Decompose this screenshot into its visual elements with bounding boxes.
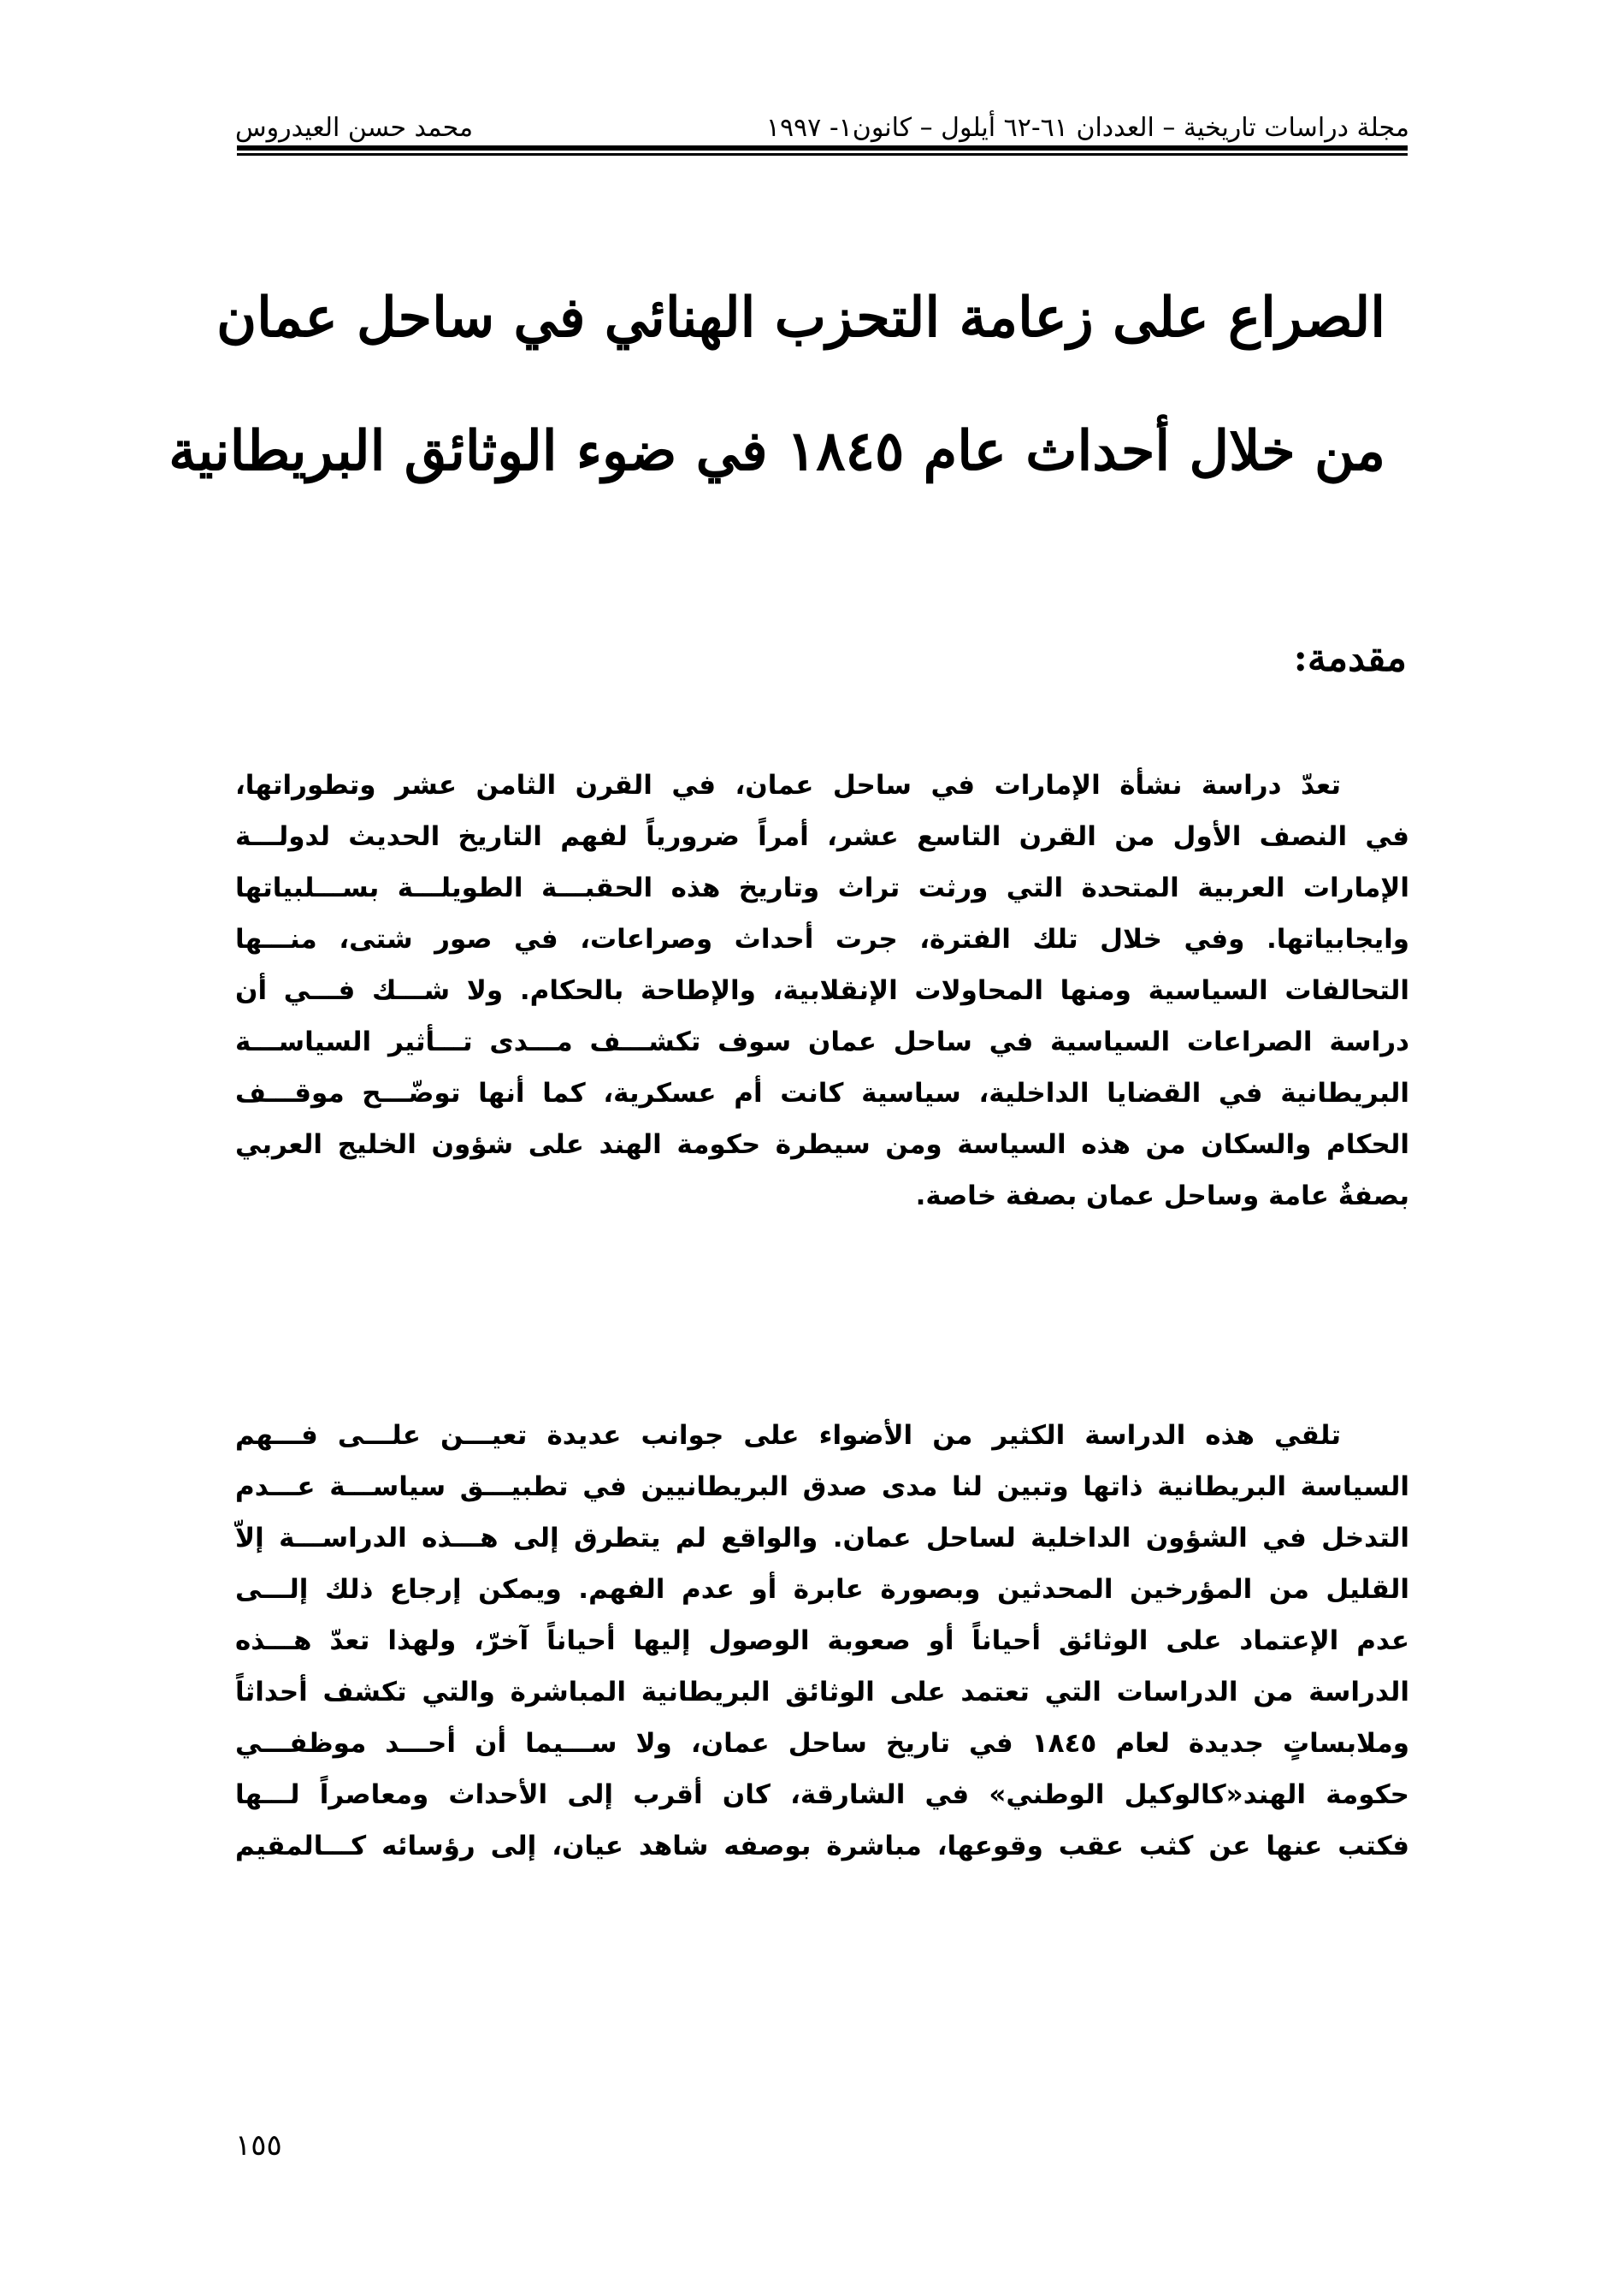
paragraph-line: في النصف الأول من القرن التاسع عشر، أمراً ضرورياً لفهم التاريخ الحديث لدولـــة	[235, 821, 1409, 852]
paragraph-line: البريطانية في القضايا الداخلية، سياسية كانت أم عسكرية، كما أنها توضّـــح موقـــف	[235, 1078, 1409, 1109]
author-name: محمد حسن العيدروس	[235, 113, 474, 143]
paragraph-line: حكومة الهند«كالوكيل الوطني» في الشارقة، كان أقرب إلى الأحداث ومعاصراً لـــها	[235, 1779, 1409, 1810]
paragraph-line: التدخل في الشؤون الداخلية لساحل عمان. والواقع لم يتطرق إلى هـــذه الدراســـة إلاّ	[235, 1523, 1409, 1553]
paragraph-line: القليل من المؤرخين المحدثين وبصورة عابرة أو عدم الفهم. ويمكن إرجاع ذلك إلـــى	[235, 1574, 1409, 1605]
paragraph-line: تعدّ دراسة نشأة الإمارات في ساحل عمان، في القرن الثامن عشر وتطوراتها،	[235, 770, 1341, 801]
header-rule-thin	[237, 153, 1408, 156]
paragraph-1	[235, 760, 1409, 1222]
section-heading-introduction: مقدمة:	[1293, 636, 1407, 680]
paragraph-line: عدم الإعتماد على الوثائق أحياناً أو صعوبة الوصول إليها أحياناً آخرّ، ولهذا تعدّ هـــذه	[235, 1625, 1409, 1656]
paragraph-line: السياسة البريطانية ذاتها وتبين لنا مدى صدق البريطانيين في تطبيـــق سياســـة عـــدم	[235, 1471, 1409, 1502]
paragraph-line: دراسة الصراعات السياسية في ساحل عمان سوف تكشـــف مـــدى تـــأثير السياســـة	[235, 1027, 1409, 1057]
running-header	[235, 109, 1409, 144]
paragraph-line: تلقي هذه الدراسة الكثير من الأضواء على جوانب عديدة تعيـــن علـــى فـــهم	[235, 1420, 1341, 1451]
paragraph-line: الحكام والسكان من هذه السياسة ومن سيطرة حكومة الهند على شؤون الخليج العربي	[235, 1129, 1409, 1160]
page-number: ١٥٥	[235, 2128, 282, 2163]
paragraph-line: الدراسة من الدراسات التي تعتمد على الوثائق البريطانية المباشرة والتي تكشف أحداثاً	[235, 1677, 1409, 1707]
paragraph-line: التحالفات السياسية ومنها المحاولات الإنقلابية، والإطاحة بالحكام. ولا شـــك فـــي أن	[235, 975, 1409, 1006]
paragraph-line: بصفةٌ عامة وساحل عمان بصفة خاصة.	[915, 1181, 1409, 1211]
paragraph-line: الإمارات العربية المتحدة التي ورثت تراث وتاريخ هذه الحقبـــة الطويلـــة بســـلبياتها	[235, 873, 1409, 903]
journal-citation: مجلة دراسات تاريخية – العددان ٦١-٦٢ أيلول – كانون١- ١٩٩٧	[765, 113, 1409, 143]
paragraph-2	[235, 1410, 1409, 1872]
paragraph-line: فكتب عنها عن كثب عقب وقوعها، مباشرة بوصفه شاهد عيان، إلى رؤسائه كـــالمقيم	[235, 1831, 1409, 1861]
paragraph-line: وايجابياتها. وفي خلال تلك الفترة، جرت أحداث وصراعات، في صور شتى، منـــها	[235, 924, 1409, 955]
article-title-line-2: من خلال أحداث عام ١٨٤٥ في ضوء الوثائق البريطانية	[168, 419, 1385, 483]
article-title-line-1: الصراع على زعامة التحزب الهنائي في ساحل عمان	[216, 286, 1385, 350]
header-rule-thick	[237, 145, 1408, 151]
paragraph-line: وملابساتٍ جديدة لعام ١٨٤٥ في تاريخ ساحل عمان، ولا ســـيما أن أحـــد موظفـــي	[235, 1728, 1409, 1759]
